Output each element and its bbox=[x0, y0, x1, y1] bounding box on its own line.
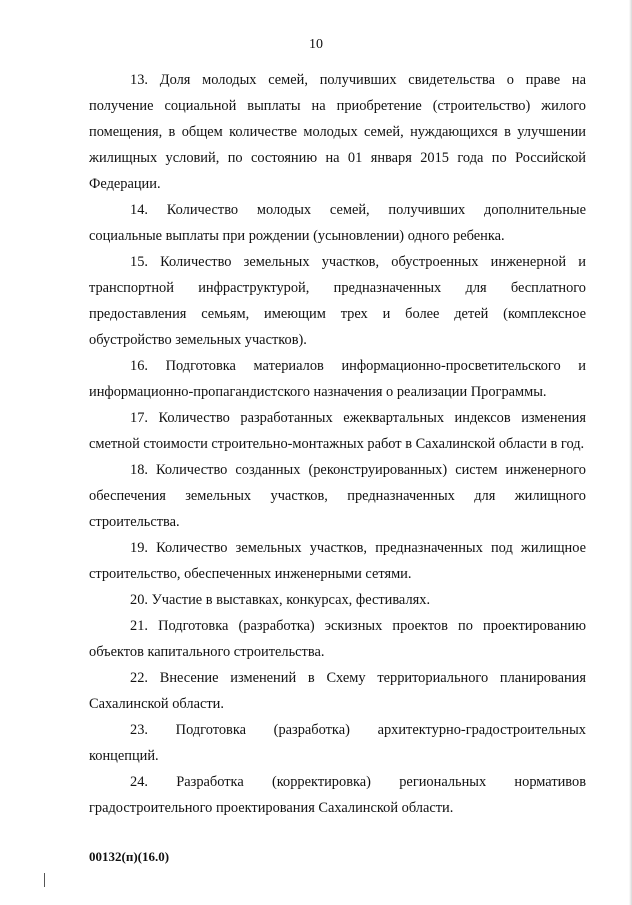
paragraph-17: 17. Количество разработанных ежеквартальных индексов изменения сметной стоимости строительно-монтажных работ в Сахалинской области в год. bbox=[89, 410, 586, 452]
paragraph-15: 15. Количество земельных участков, обустроенных инженерной и транспортной инфраструктурой, предназначенных для бесплатного предоставления семьям, имеющим трех и более детей (комплексное обустройство земельных участков). bbox=[89, 254, 586, 348]
page-number: 10 bbox=[309, 37, 323, 52]
document-code: 00132(п)(16.0) bbox=[89, 849, 170, 864]
scan-edge-mark bbox=[44, 873, 45, 887]
paragraph-24: 24. Разработка (корректировка) региональных нормативов градостроительного проектирования Сахалинской области. bbox=[89, 774, 586, 816]
paragraph-16: 16. Подготовка материалов информационно-просветительского и информационно-пропагандистского назначения о реализации Программы. bbox=[89, 358, 586, 400]
paragraph-20: 20. Участие в выставках, конкурсах, фестивалях. bbox=[130, 592, 431, 608]
paragraph-13: 13. Доля молодых семей, получивших свидетельства о праве на получение социальной выплаты на приобретение (строительство) жилого помещения, в общем количестве молодых семей, нуждающихся в улучшении жилищных условий, по состоянию на 01 января 2015 года по Российской Федерации. bbox=[89, 72, 586, 192]
document-body bbox=[89, 67, 586, 821]
paragraph-14: 14. Количество молодых семей, получивших дополнительные социальные выплаты при рождении (усыновлении) одного ребенка. bbox=[89, 202, 586, 244]
paragraph-18: 18. Количество созданных (реконструированных) систем инженерного обеспечения земельных участков, предназначенных для жилищного строительства. bbox=[89, 462, 586, 530]
paragraph-21: 21. Подготовка (разработка) эскизных проектов по проектированию объектов капитального строительства. bbox=[89, 618, 586, 660]
paragraph-23: 23. Подготовка (разработка) архитектурно-градостроительных концепций. bbox=[89, 722, 586, 764]
paragraph-19: 19. Количество земельных участков, предназначенных под жилищное строительство, обеспеченных инженерными сетями. bbox=[89, 540, 586, 582]
paragraph-22: 22. Внесение изменений в Схему территориального планирования Сахалинской области. bbox=[89, 670, 586, 712]
